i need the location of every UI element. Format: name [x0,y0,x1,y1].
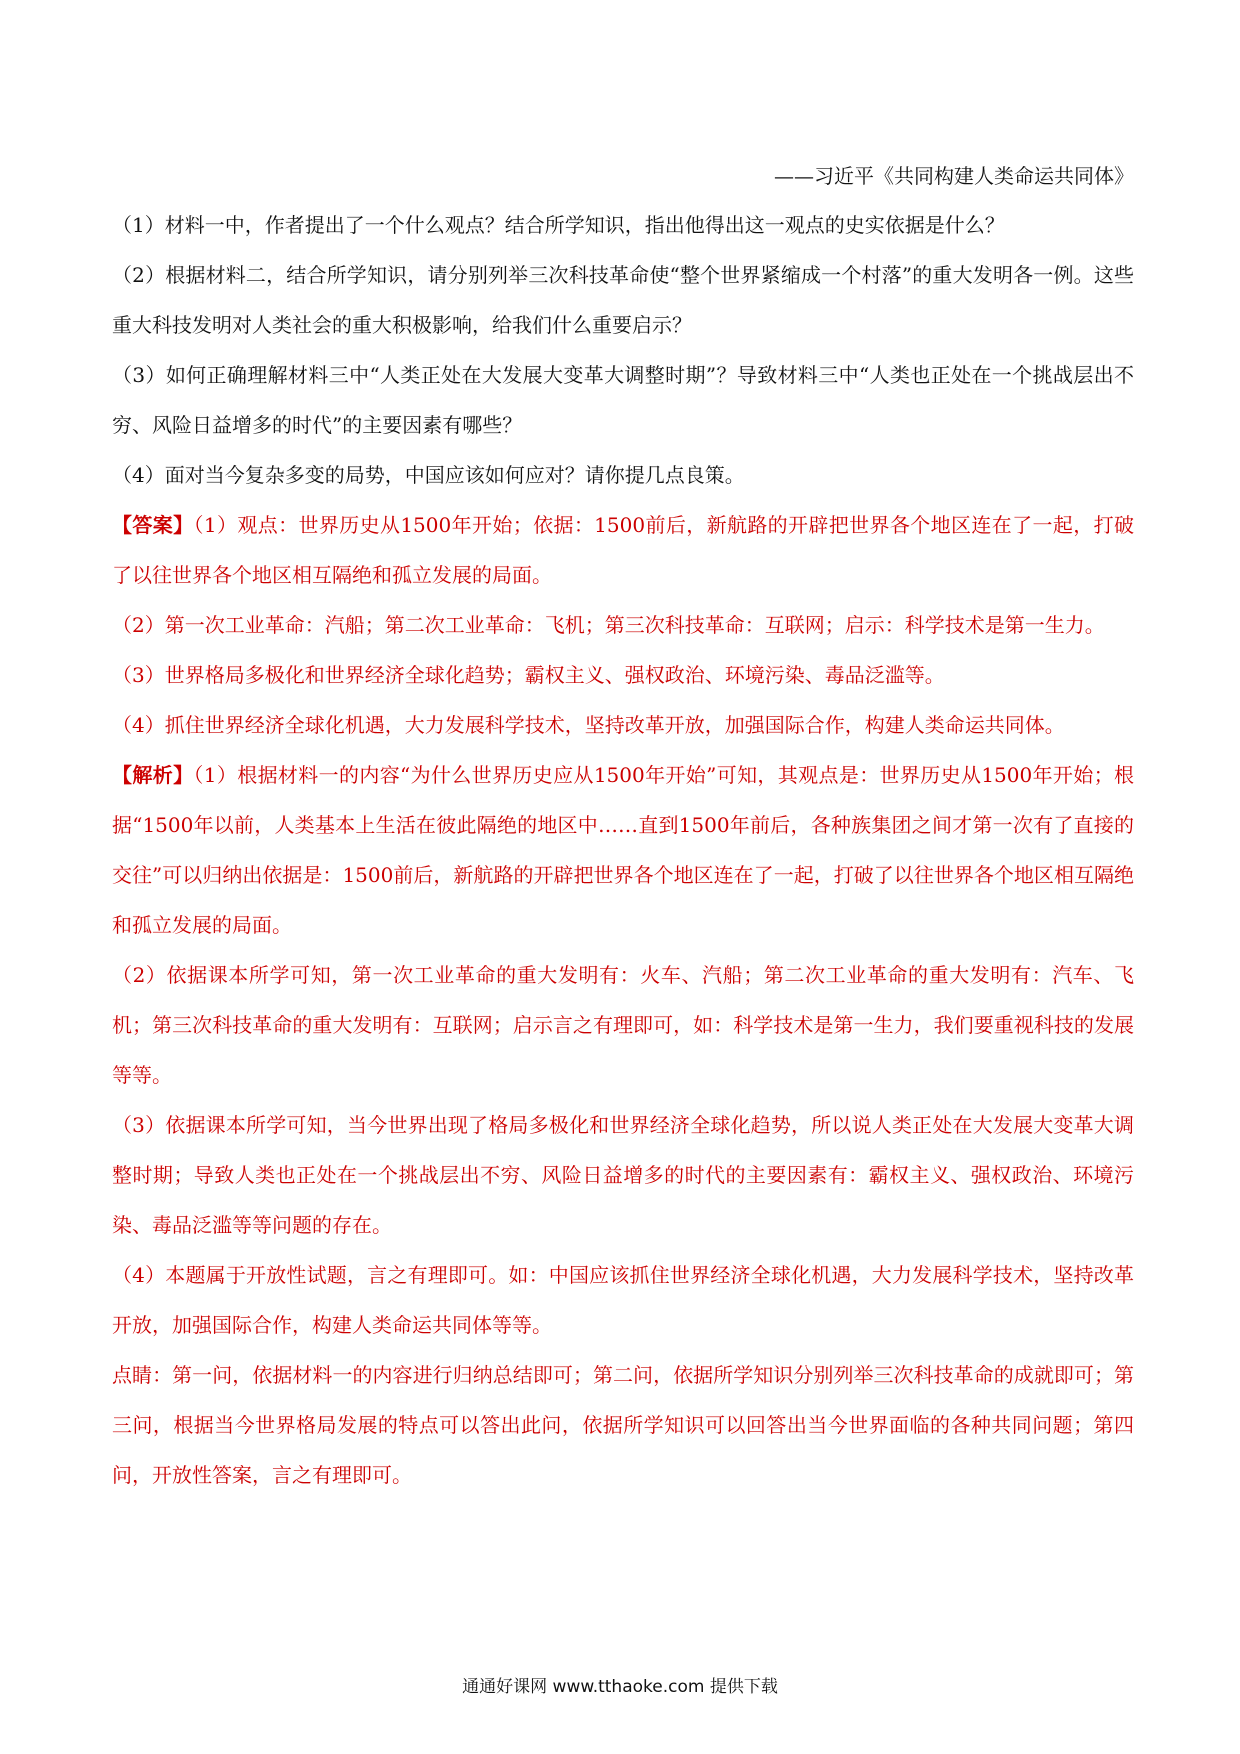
answer-item-2: （2）第一次工业革命：汽船；第二次工业革命：飞机；第三次科技革命：互联网；启示：科学技术是第一生力。 [112,613,1105,637]
analysis-item-1 [112,750,1134,950]
analysis-tip: 点睛：第一问，依据材料一的内容进行归纳总结即可；第二问，依据所学知识分别列举三次科技革命的成就即可；第三问，根据当今世界格局发展的特点可以答出此问，依据所学知识可以回答出当今世界面临的各种共同问题；第四问，开放性答案，言之有理即可。 [112,1363,1134,1487]
answer-item-4: （4）抓住世界经济全球化机遇，大力发展科学技术，坚持改革开放，加强国际合作，构建人类命运共同体。 [112,713,1065,737]
answer-item-1 [112,500,1134,600]
answer-text-1: （1）观点：世界历史从1500年开始；依据：1500前后，新航路的开辟把世界各个地区连在了一起，打破了以往世界各个地区相互隔绝和孤立发展的局面。 [112,513,1135,587]
question-1: （1）材料一中，作者提出了一个什么观点？结合所学知识，指出他得出这一观点的史实依据是什么？ [112,213,1005,237]
analysis-tag: 【解析】 [112,763,194,787]
page-footer: 通通好课网 www.tthaoke.com 提供下载 [462,1677,778,1697]
answer-item-3: （3）世界格局多极化和世界经济全球化趋势；霸权主义、强权政治、环境污染、毒品泛滥等。 [112,663,945,687]
material-attribution: ——习近平《共同构建人类命运共同体》 [774,164,1134,188]
analysis-item-4: （4）本题属于开放性试题，言之有理即可。如：中国应该抓住世界经济全球化机遇，大力发展科学技术，坚持改革开放，加强国际合作，构建人类命运共同体等等。 [112,1263,1134,1337]
answer-tag: 【答案】 [112,513,194,537]
document-page [112,160,1134,1500]
question-2: （2）根据材料二，结合所学知识，请分别列举三次科技革命使“整个世界紧缩成一个村落”的重大发明各一例。这些重大科技发明对人类社会的重大积极影响，给我们什么重要启示？ [112,263,1134,337]
analysis-text-1: （1）根据材料一的内容“为什么世界历史应从1500年开始”可知，其观点是：世界历史从1500年开始；根据“1500年以前，人类基本上生活在彼此隔绝的地区中……直到1500年前后，各种族集团之间才第一次有了直接的交往”可以归纳出依据是：1500前后，新航路的开辟把世界各个地区连在了一起，打破了以往世界各个地区相互隔绝和孤立发展的局面。 [112,763,1134,937]
question-4: （4）面对当今复杂多变的局势，中国应该如何应对？请你提几点良策。 [112,463,745,487]
analysis-item-3: （3）依据课本所学可知，当今世界出现了格局多极化和世界经济全球化趋势，所以说人类正处在大发展大变革大调整时期；导致人类也正处在一个挑战层出不穷、风险日益增多的时代的主要因素有：霸权主义、强权政治、环境污染、毒品泛滥等等问题的存在。 [112,1113,1134,1237]
question-3: （3）如何正确理解材料三中“人类正处在大发展大变革大调整时期”？导致材料三中“人类也正处在一个挑战层出不穷、风险日益增多的时代”的主要因素有哪些？ [112,363,1134,437]
analysis-item-2: （2）依据课本所学可知，第一次工业革命的重大发明有：火车、汽船；第二次工业革命的重大发明有：汽车、飞机；第三次科技革命的重大发明有：互联网；启示言之有理即可，如：科学技术是第一生力，我们要重视科技的发展等等。 [112,963,1134,1087]
